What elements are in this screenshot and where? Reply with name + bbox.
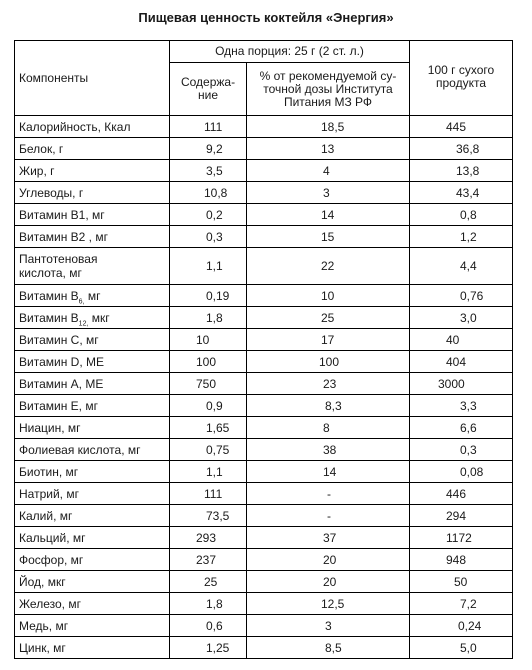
cell-dry: 43,4 [410, 182, 513, 204]
table-row [15, 285, 513, 307]
table-row [15, 204, 513, 226]
cell-content: 750 [170, 373, 247, 395]
table-row [15, 527, 513, 549]
cell-percent: 12,5 [247, 593, 410, 615]
cell-dry: 7,2 [410, 593, 513, 615]
cell-percent: 22 [247, 248, 410, 285]
cell-percent: 15 [247, 226, 410, 248]
table-row [15, 373, 513, 395]
table-row [15, 637, 513, 659]
cell-content: 0,75 [170, 439, 247, 461]
cell-component-name: Витамин B1, мг [15, 204, 170, 226]
cell-percent: 25 [247, 307, 410, 329]
cell-component-name: Белок, г [15, 138, 170, 160]
cell-content: 100 [170, 351, 247, 373]
cell-component-name: Кальций, мг [15, 527, 170, 549]
cell-content: 0,3 [170, 226, 247, 248]
table-row [15, 395, 513, 417]
cell-percent: 37 [247, 527, 410, 549]
cell-component-name: Жир, г [15, 160, 170, 182]
cell-percent: 14 [247, 204, 410, 226]
cell-percent: 8 [247, 417, 410, 439]
cell-percent: - [247, 483, 410, 505]
cell-component-name: Углеводы, г [15, 182, 170, 204]
cell-dry: 0,76 [410, 285, 513, 307]
table-row [15, 549, 513, 571]
cell-content: 3,5 [170, 160, 247, 182]
cell-percent: 20 [247, 571, 410, 593]
table-row [15, 248, 513, 285]
cell-content: 0,19 [170, 285, 247, 307]
cell-content: 10 [170, 329, 247, 351]
table-row [15, 439, 513, 461]
header-dry-product: 100 г сухого продукта [410, 41, 513, 116]
cell-dry: 948 [410, 549, 513, 571]
cell-content: 0,9 [170, 395, 247, 417]
cell-dry: 1,2 [410, 226, 513, 248]
cell-dry: 36,8 [410, 138, 513, 160]
cell-dry: 4,4 [410, 248, 513, 285]
cell-percent: - [247, 505, 410, 527]
cell-dry: 5,0 [410, 637, 513, 659]
cell-percent: 38 [247, 439, 410, 461]
cell-percent: 20 [247, 549, 410, 571]
cell-component-name: Цинк, мг [15, 637, 170, 659]
cell-component-name: Витамин B2 , мг [15, 226, 170, 248]
cell-content: 0,2 [170, 204, 247, 226]
header-row [15, 41, 513, 63]
table-row [15, 593, 513, 615]
cell-dry: 40 [410, 329, 513, 351]
cell-content: 9,2 [170, 138, 247, 160]
cell-content: 0,6 [170, 615, 247, 637]
cell-dry: 0,24 [410, 615, 513, 637]
cell-content: 1,8 [170, 593, 247, 615]
cell-percent: 4 [247, 160, 410, 182]
table-row [15, 483, 513, 505]
cell-component-name: Натрий, мг [15, 483, 170, 505]
cell-component-name: Витамин C, мг [15, 329, 170, 351]
table-row [15, 226, 513, 248]
cell-percent: 8,3 [247, 395, 410, 417]
cell-content: 1,1 [170, 461, 247, 483]
table-row [15, 461, 513, 483]
cell-percent: 23 [247, 373, 410, 395]
table-row [15, 615, 513, 637]
table-row [15, 160, 513, 182]
cell-component-name: Фолиевая кислота, мг [15, 439, 170, 461]
cell-component-name: Витамин $B_{12,}$ мкг [15, 307, 170, 329]
cell-dry: 50 [410, 571, 513, 593]
cell-content: 73,5 [170, 505, 247, 527]
cell-content: 1,65 [170, 417, 247, 439]
cell-dry: 446 [410, 483, 513, 505]
table-row [15, 182, 513, 204]
cell-dry: 0,08 [410, 461, 513, 483]
cell-component-name: Железо, мг [15, 593, 170, 615]
cell-component-name: Йод, мкг [15, 571, 170, 593]
cell-dry: 294 [410, 505, 513, 527]
table-row [15, 307, 513, 329]
cell-component-name: Фосфор, мг [15, 549, 170, 571]
table-row [15, 417, 513, 439]
cell-component-name: Ниацин, мг [15, 417, 170, 439]
header-content: Содержа- ние [170, 63, 247, 116]
cell-percent: 8,5 [247, 637, 410, 659]
table-row [15, 329, 513, 351]
header-components: Компоненты [15, 41, 170, 116]
cell-component-name: Медь, мг [15, 615, 170, 637]
cell-content: 10,8 [170, 182, 247, 204]
cell-percent: 17 [247, 329, 410, 351]
cell-component-name: Витамин A, ME [15, 373, 170, 395]
header-percent: % от рекомендуемой су- точной дозы Института Питания МЗ РФ [247, 63, 410, 116]
cell-percent: 13 [247, 138, 410, 160]
cell-dry: 3,0 [410, 307, 513, 329]
cell-content: 1,25 [170, 637, 247, 659]
cell-dry: 13,8 [410, 160, 513, 182]
cell-component-name: Пантотеновая кислота, мг [15, 248, 170, 285]
cell-content: 1,8 [170, 307, 247, 329]
cell-percent: 100 [247, 351, 410, 373]
cell-dry: 0,8 [410, 204, 513, 226]
cell-dry: 1172 [410, 527, 513, 549]
cell-percent: 3 [247, 615, 410, 637]
table-row [15, 351, 513, 373]
cell-component-name: Витамин E, мг [15, 395, 170, 417]
cell-content: 111 [170, 116, 247, 138]
cell-dry: 3,3 [410, 395, 513, 417]
cell-content: 25 [170, 571, 247, 593]
cell-component-name: Биотин, мг [15, 461, 170, 483]
nutrition-table [14, 40, 513, 659]
page-title: Пищевая ценность коктейля «Энергия» [138, 10, 394, 25]
cell-dry: 6,6 [410, 417, 513, 439]
cell-component-name: Витамин $B_{6,}$ мг [15, 285, 170, 307]
cell-percent: 18,5 [247, 116, 410, 138]
cell-dry: 404 [410, 351, 513, 373]
cell-dry: 0,3 [410, 439, 513, 461]
cell-component-name: Калий, мг [15, 505, 170, 527]
cell-dry: 3000 [410, 373, 513, 395]
cell-content: 237 [170, 549, 247, 571]
cell-dry: 445 [410, 116, 513, 138]
cell-percent: 10 [247, 285, 410, 307]
cell-content: 1,1 [170, 248, 247, 285]
table-body [15, 116, 513, 659]
table-row [15, 138, 513, 160]
header-portion: Одна порция: 25 г (2 ст. л.) [170, 41, 410, 63]
cell-percent: 14 [247, 461, 410, 483]
cell-content: 293 [170, 527, 247, 549]
table-row [15, 116, 513, 138]
table-row [15, 571, 513, 593]
cell-percent: 3 [247, 182, 410, 204]
cell-component-name: Витамин D, ME [15, 351, 170, 373]
cell-component-name: Калорийность, Ккал [15, 116, 170, 138]
table-row [15, 505, 513, 527]
cell-content: 111 [170, 483, 247, 505]
